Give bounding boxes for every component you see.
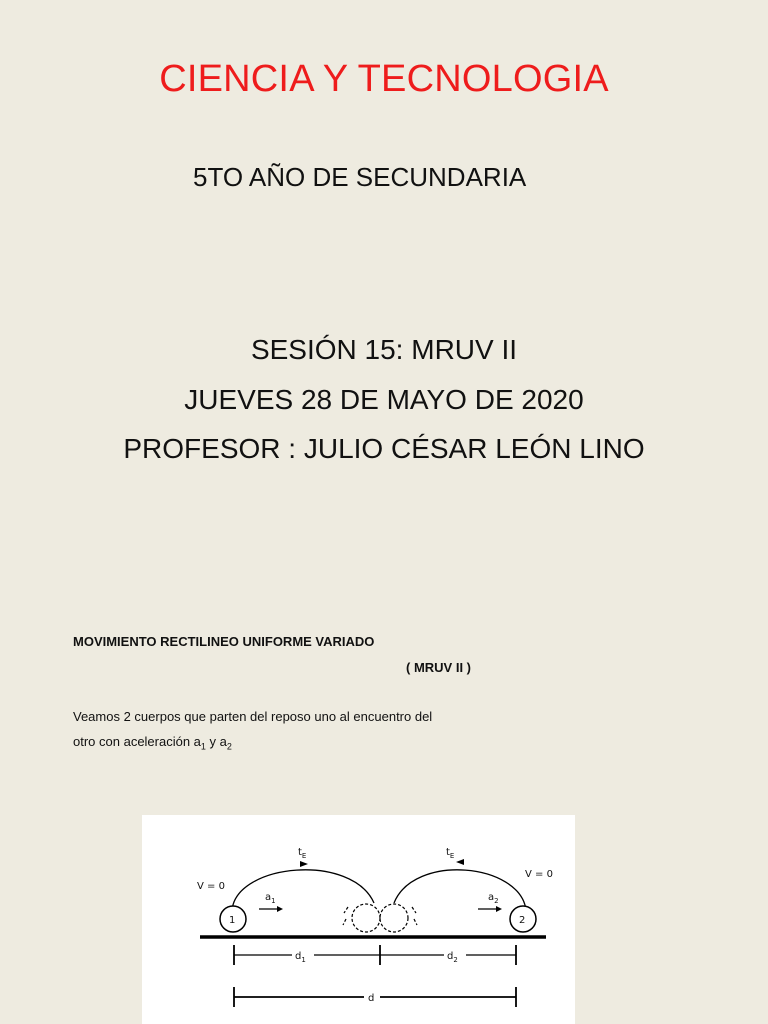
acceleration-arrowhead-left (277, 906, 283, 912)
paragraph-line-2 (73, 734, 232, 752)
time-label-left: $t_E$ (298, 847, 307, 860)
time-label-right: $t_E$ (446, 847, 455, 860)
arc-arrowhead-right (456, 859, 464, 865)
topic-abbreviation: ( MRUV II ) (406, 660, 471, 675)
slide-title: CIENCIA Y TECNOLOGIA (159, 58, 609, 100)
mruv-diagram (142, 815, 575, 1024)
paragraph-joiner: y a (205, 734, 227, 749)
velocity-label-right: V = 0 (525, 869, 553, 880)
trajectory-arc-left (232, 870, 374, 910)
acceleration-arrowhead-right (496, 906, 502, 912)
date-label: JUEVES 28 DE MAYO DE 2020 (184, 384, 584, 415)
subscript-1: 1 (200, 741, 206, 752)
velocity-label-left: V = 0 (197, 881, 225, 892)
body-2-label: 2 (519, 915, 526, 926)
session-label: SESIÓN 15: MRUV II (250, 334, 518, 365)
trajectory-arc-right (394, 870, 526, 910)
acceleration-label-left: $a_1$ (265, 892, 276, 905)
topic-heading: MOVIMIENTO RECTILINEO UNIFORME VARIADO (73, 634, 375, 649)
distance-label-d2: $d_2$ (447, 951, 458, 964)
acceleration-label-right: $a_2$ (488, 892, 499, 905)
collision-sketch (343, 904, 417, 932)
paragraph-line-2-text: otro con aceleración a (73, 734, 201, 749)
subscript-2: 2 (226, 741, 232, 752)
paragraph-line-1: Veamos 2 cuerpos que parten del reposo uno al encuentro del (73, 709, 433, 724)
body-1-label: 1 (229, 915, 236, 926)
arc-arrowhead-left (300, 861, 308, 867)
grade-label: 5TO AÑO DE SECUNDARIA (193, 162, 527, 192)
total-distance-label: d (368, 993, 375, 1004)
teacher-label: PROFESOR : JULIO CÉSAR LEÓN LINO (123, 433, 645, 464)
distance-label-d1: $d_1$ (295, 951, 306, 964)
